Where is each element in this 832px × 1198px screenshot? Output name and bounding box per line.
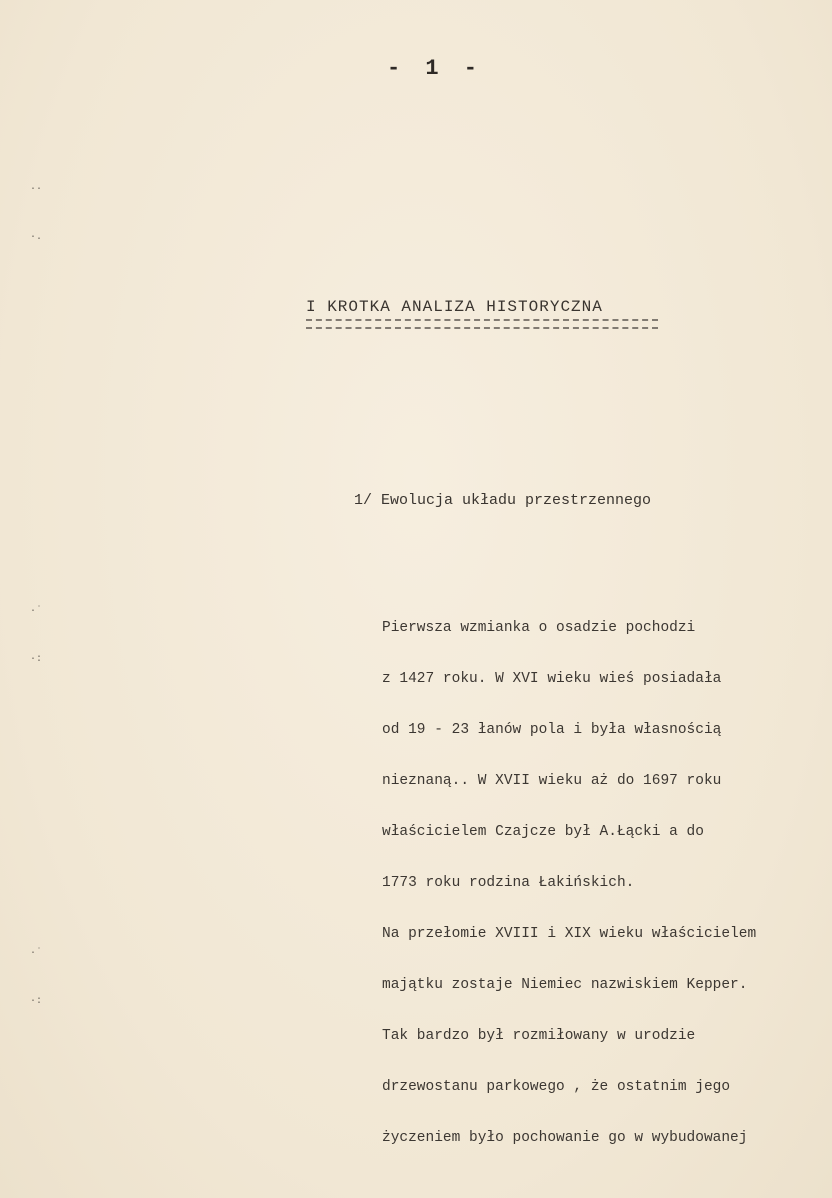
- text-line: z 1427 roku. W XVI wieku wieś posiadała: [382, 671, 722, 687]
- page-number: - 1 -: [386, 56, 483, 81]
- text-line: drzewostanu parkowego , że ostatnim jego: [382, 1079, 731, 1095]
- margin-mark: ·:: [30, 996, 43, 1007]
- margin-mark: ··: [30, 184, 43, 195]
- heading-underline: [306, 319, 658, 329]
- text-line: Pierwsza wzmianka o osadzie pochodzi: [382, 620, 696, 636]
- margin-mark: ·.: [30, 232, 43, 243]
- body-paragraph: [382, 616, 822, 1177]
- text-line: majątku zostaje Niemiec nazwiskiem Kepper.: [382, 977, 748, 993]
- text-line: nieznaną.. W XVII wieku aż do 1697 roku: [382, 773, 722, 789]
- text-line: właścicielem Czajcze był A.Łącki a do: [382, 824, 704, 840]
- margin-mark: ·˙: [30, 948, 43, 959]
- text-line: życzeniem było pochowanie go w wybudowanej: [382, 1130, 748, 1146]
- text-line: 1773 roku rodzina Łakińskich.: [382, 875, 635, 891]
- text-line: od 19 - 23 łanów pola i była własnością: [382, 722, 722, 738]
- section-heading: I KROTKA ANALIZA HISTORYCZNA: [306, 298, 603, 316]
- subsection-title: 1/ Ewolucja układu przestrzennego: [354, 492, 652, 509]
- text-line: Tak bardzo był rozmiłowany w urodzie: [382, 1028, 696, 1044]
- margin-mark: ·˙: [30, 606, 43, 617]
- margin-mark: ·:: [30, 654, 43, 665]
- text-line: Na przełomie XVIII i XIX wieku właścicielem: [382, 926, 757, 942]
